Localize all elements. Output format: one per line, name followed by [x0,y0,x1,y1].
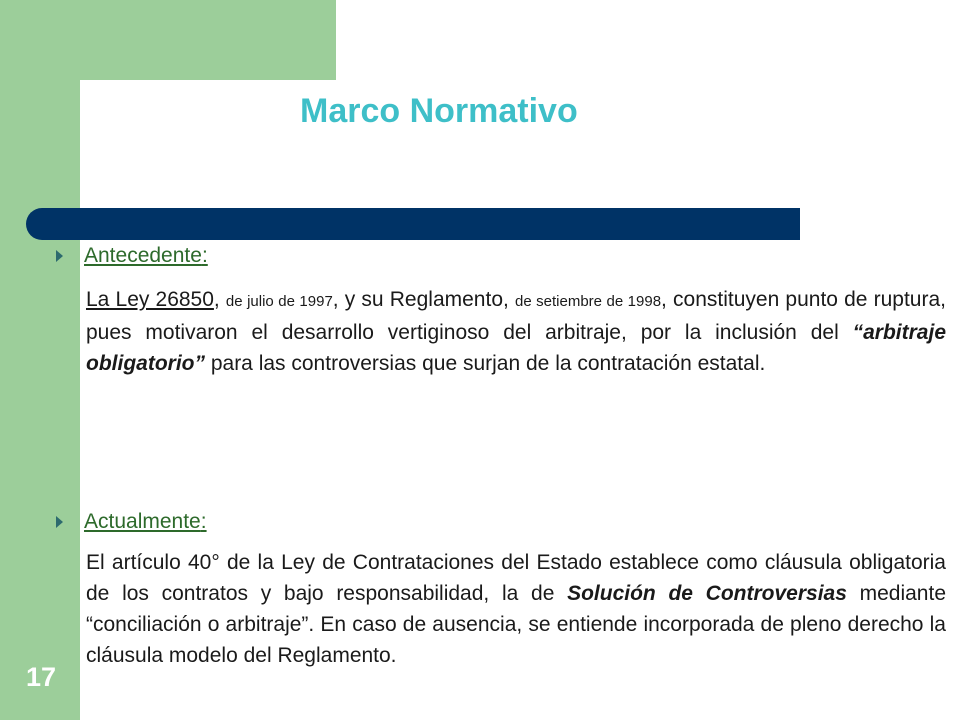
actualmente-paragraph: El artículo 40° de la Ley de Contrataciones del Estado establece como cláusula obligatoria de los contratos y bajo responsabilidad, la de Solución de Controversias mediante “conciliación o arbitraje”. En caso de ausencia, se entiende incorporada de pleno derecho la cláusula modelo del Reglamento. [86,551,947,667]
emphasis-text: Solución de Controversias [567,582,847,605]
left-green-band [0,0,80,720]
slide-number: 17 [25,662,57,692]
antecedente-paragraph: La Ley 26850, de julio de 1997, y su Reglamento, de setiembre de 1998, constituyen punto de ruptura, pues motivaron el desarrollo vertiginoso del arbitraje, por la inclusión del “arbitraje obligatorio” para las controversias que surjan de la contratación estatal. [86,288,946,375]
regulation-date: de setiembre de 1998 [514,293,662,310]
title-divider-bar [26,208,800,240]
law-date: de julio de 1997 [225,293,333,310]
top-green-band [80,0,336,80]
bullet-label: Actualmente: [84,510,207,533]
arrow-bullet-icon [56,250,63,262]
bullet-label: Antecedente: [84,244,208,267]
arrow-bullet-icon [56,516,63,528]
corner-curve [80,80,128,128]
slide-title: Marco Normativo [300,92,578,130]
law-reference: La Ley 26850 [86,288,214,311]
bullet-actualmente [56,510,207,534]
bullet-antecedente [56,244,208,268]
emphasis-text: “arbitraje obligatorio” [86,321,946,375]
